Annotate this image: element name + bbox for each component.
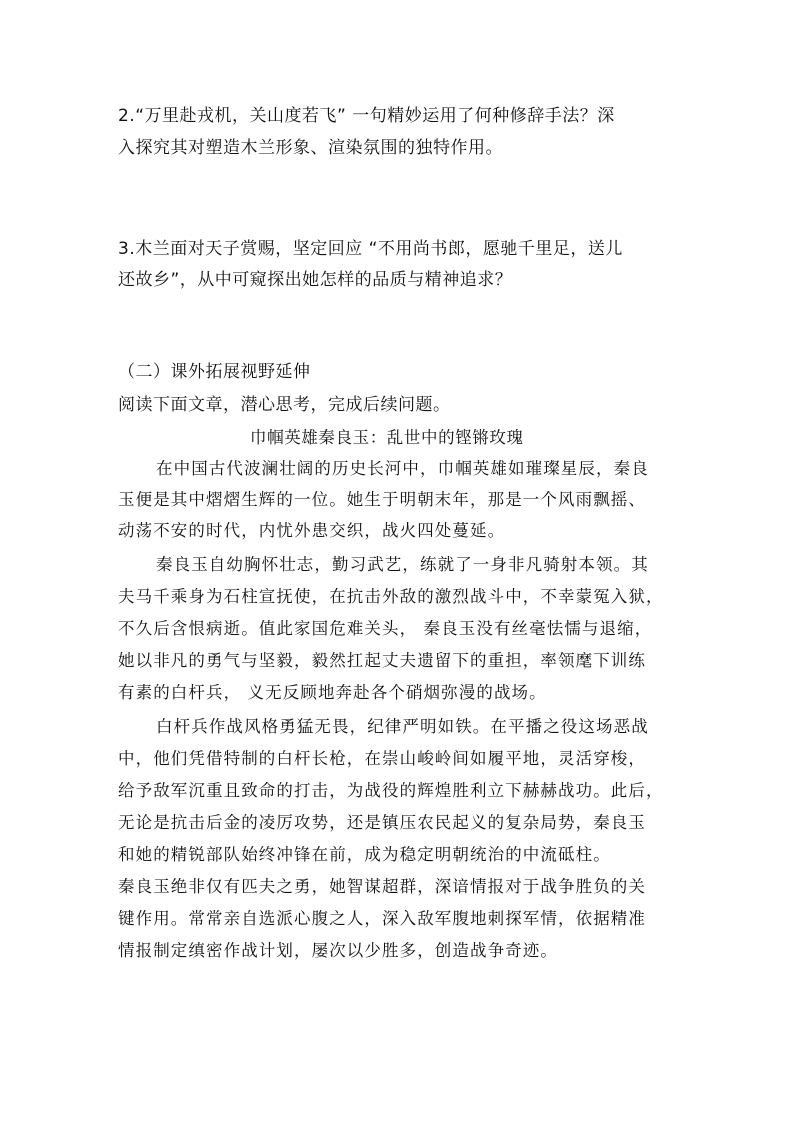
article-p2-line-1: 秦良玉自幼胸怀壮志，勤习武艺，练就了一身非凡骑射本领。其 [156,555,649,574]
article-p1-line-3: 动荡不安的时代，内忧外患交织，战火四处蔓延。 [118,521,506,540]
question-3-line-2: 还故乡”，从中可窥探出她怎样的品质与精神追求？ [118,270,513,290]
article-p4-line-2: 键作用。常常亲自选派心腹之人，深入敌军腹地刺探军情，依据精准 [118,909,646,928]
article-p2-line-2: 夫马千乘身为石柱宣抚使，在抗击外敌的激烈战斗中，不幸蒙冤入狱， [118,587,664,606]
section-heading: （二）课外拓展视野延伸 [118,362,311,382]
question-2-line-1: 2.“万里赴戎机，关山度若飞” 一句精妙运用了何种修辞手法？深 [118,106,615,126]
article-p1-line-1: 在中国古代波澜壮阔的历史长河中，巾帼英雄如璀璨星辰，秦良 [156,459,649,478]
question-3-line-1: 3.木兰面对天子赏赐，坚定回应 “不用尚书郎，愿驰千里足，送儿 [118,239,623,259]
article-p2-line-4: 她以非凡的勇气与坚毅，毅然扛起丈夫遗留下的重担，率领麾下训练 [118,651,646,670]
article-p4-line-3: 情报制定缜密作战计划，屡次以少胜多，创造战争奇迹。 [118,941,558,960]
article-p3-line-1: 白杆兵作战风格勇猛无畏，纪律严明如铁。在平播之役这场恶战 [156,717,649,736]
article-p1-line-2: 玉便是其中熠熠生辉的一位。她生于明朝末年，那是一个风雨飘摇、 [118,490,646,509]
question-2-line-2: 入探究其对塑造木兰形象、渲染氛围的独特作用。 [118,138,503,158]
article-p3-line-3: 给予敌军沉重且致命的打击，为战役的辉煌胜利立下赫赫战功。此后， [118,781,664,800]
article-p2-line-3: 不久后含恨病逝。值此家国危难关头， 秦良玉没有丝毫怯懦与退缩， [118,619,653,638]
article-p2-line-5: 有素的白杆兵， 义无反顾地奔赴各个硝烟弥漫的战场。 [118,683,547,702]
article-p3-line-5: 和她的精锐部队始终冲锋在前，成为稳定明朝统治的中流砥柱。 [118,845,611,864]
article-p4-line-1: 秦良玉绝非仅有匹夫之勇，她智谋超群，深谙情报对于战争胜负的关 [118,877,646,896]
section-instruction: 阅读下面文章，潜心思考，完成后续问题。 [118,395,451,415]
article-p3-line-2: 中，他们凭借特制的白杆长枪，在崇山峻岭间如履平地，灵活穿梭， [118,749,646,768]
article-p3-line-4: 无论是抗击后金的凌厉攻势，还是镇压农民起义的复杂局势，秦良玉 [118,813,646,832]
article-title: 巾帼英雄秦良玉：乱世中的铿锵玫瑰 [250,428,524,447]
